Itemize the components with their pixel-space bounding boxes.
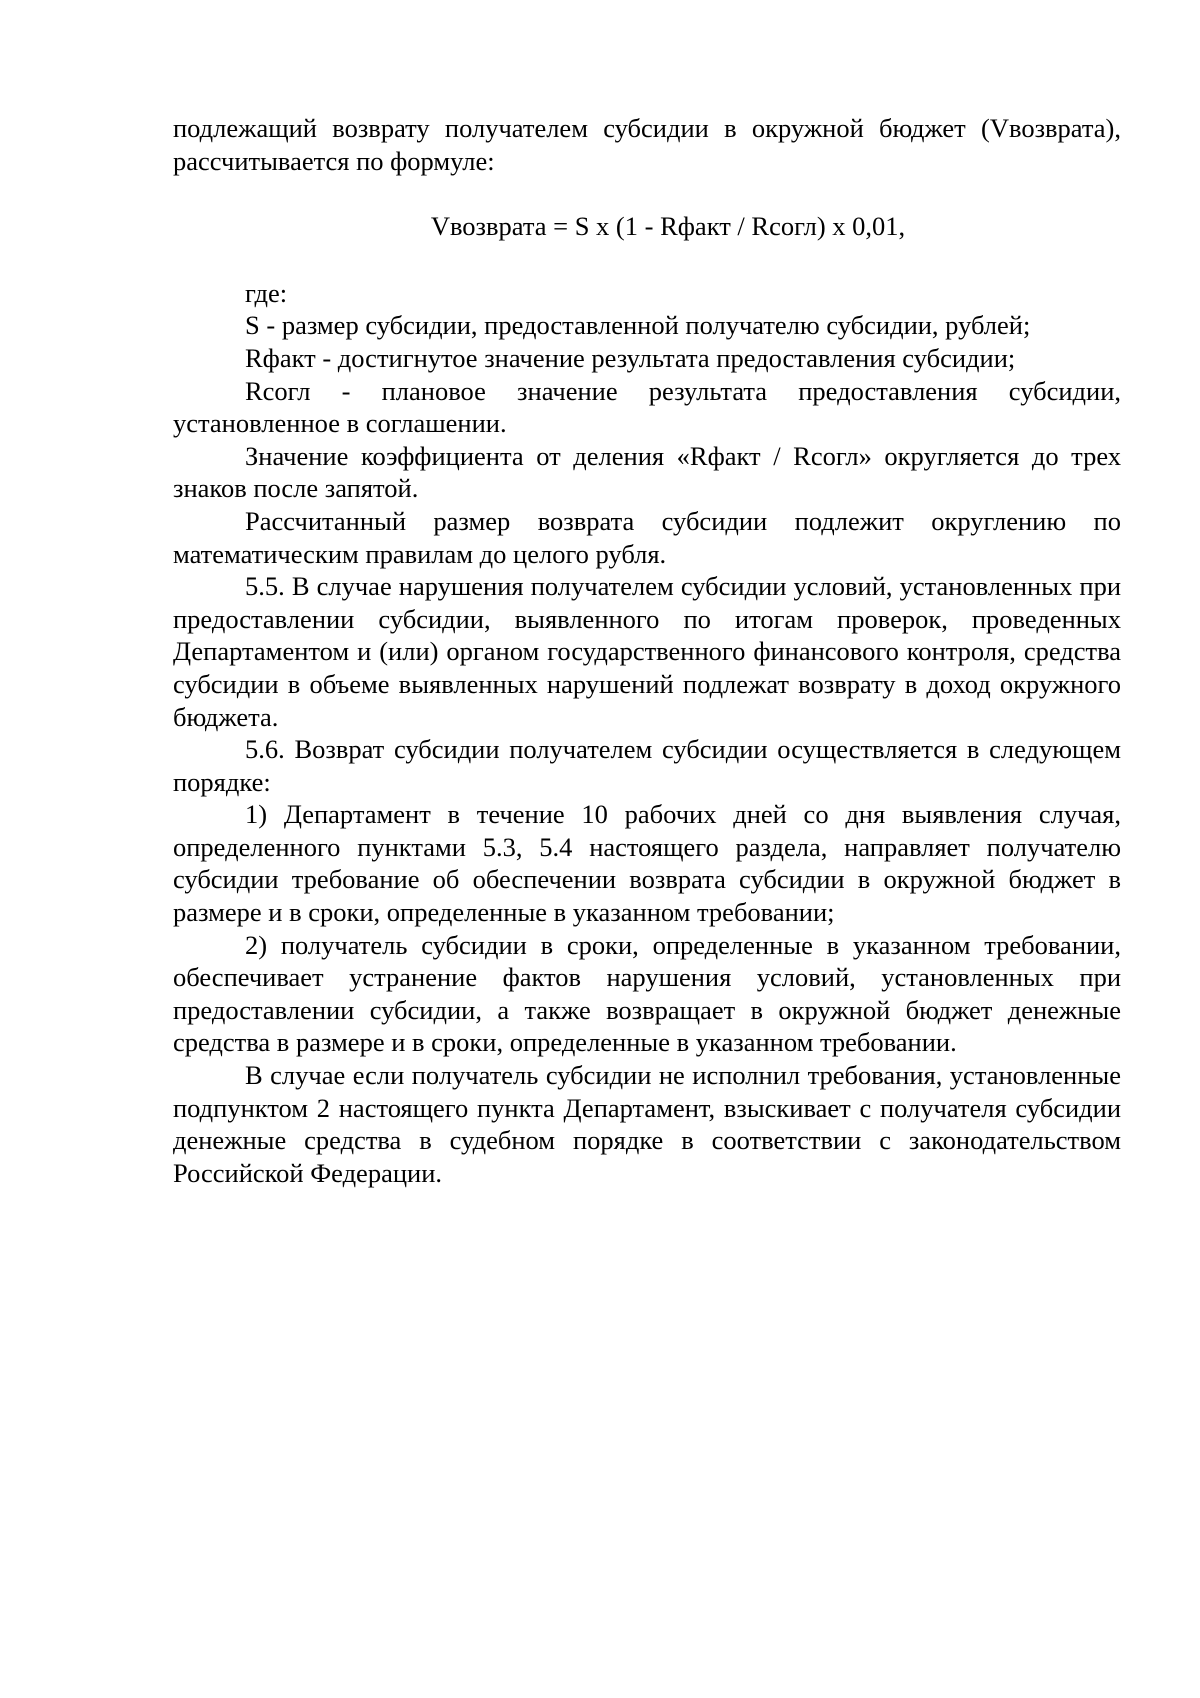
definition-rsogl: Rсогл - плановое значение результата предоставления субсидии, установленное в соглашении.	[173, 375, 1121, 439]
paragraph-court-recovery: В случае если получатель субсидии не исполнил требования, установленные подпунктом 2 настоящего пункта Департамент, взыскивает с получателя субсидии денежные средства в судебном порядке в соответствии с законодательством Российской Федерации.	[173, 1060, 1121, 1188]
paragraph-return-amount-intro: подлежащий возврату получателем субсидии в окружной бюджет (Vвозврата), рассчитывается по формуле:	[173, 113, 1121, 176]
paragraph-coefficient-rounding: Значение коэффициента от деления «Rфакт / Rсогл» округляется до трех знаков после запятой.	[173, 440, 1121, 504]
paragraph-5-6: 5.6. Возврат субсидии получателем субсидии осуществляется в следующем порядке:	[173, 734, 1121, 797]
formula-return-amount: Vвозврата = S x (1 - Rфакт / Rсогл) x 0,01,	[430, 211, 906, 242]
paragraph-5-6-item-1: 1) Департамент в течение 10 рабочих дней со дня выявления случая, определенного пунктами 5.3, 5.4 настоящего раздела, направляет получателю субсидии требование об обеспечении возврата субсидии в окружной бюджет в размере и в сроки, определенные в указанном требовании;	[173, 799, 1121, 928]
definition-s: S - размер субсидии, предоставленной получателю субсидии, рублей;	[245, 310, 1031, 341]
definition-rfakt: Rфакт - достигнутое значение результата предоставления субсидии;	[245, 342, 1016, 373]
paragraph-amount-rounding: Рассчитанный размер возврата субсидии подлежит округлению по математическим правилам до целого рубля.	[173, 505, 1121, 569]
paragraph-5-5: 5.5. В случае нарушения получателем субсидии условий, установленных при предоставлении субсидии, выявленного по итогам проверок, проведенных Департаментом и (или) органом государственного финансового контроля, средства субсидии в объеме выявленных нарушений подлежат возврату в доход окружного бюджета.	[173, 571, 1121, 732]
document-body	[173, 112, 1121, 1189]
paragraph-5-6-item-2: 2) получатель субсидии в сроки, определенные в указанном требовании, обеспечивает устранение фактов нарушения условий, установленных при предоставлении субсидии, а также возвращает в окружной бюджет денежные средства в размере и в сроки, определенные в указанном требовании.	[173, 929, 1121, 1058]
where-label: где:	[245, 277, 288, 308]
